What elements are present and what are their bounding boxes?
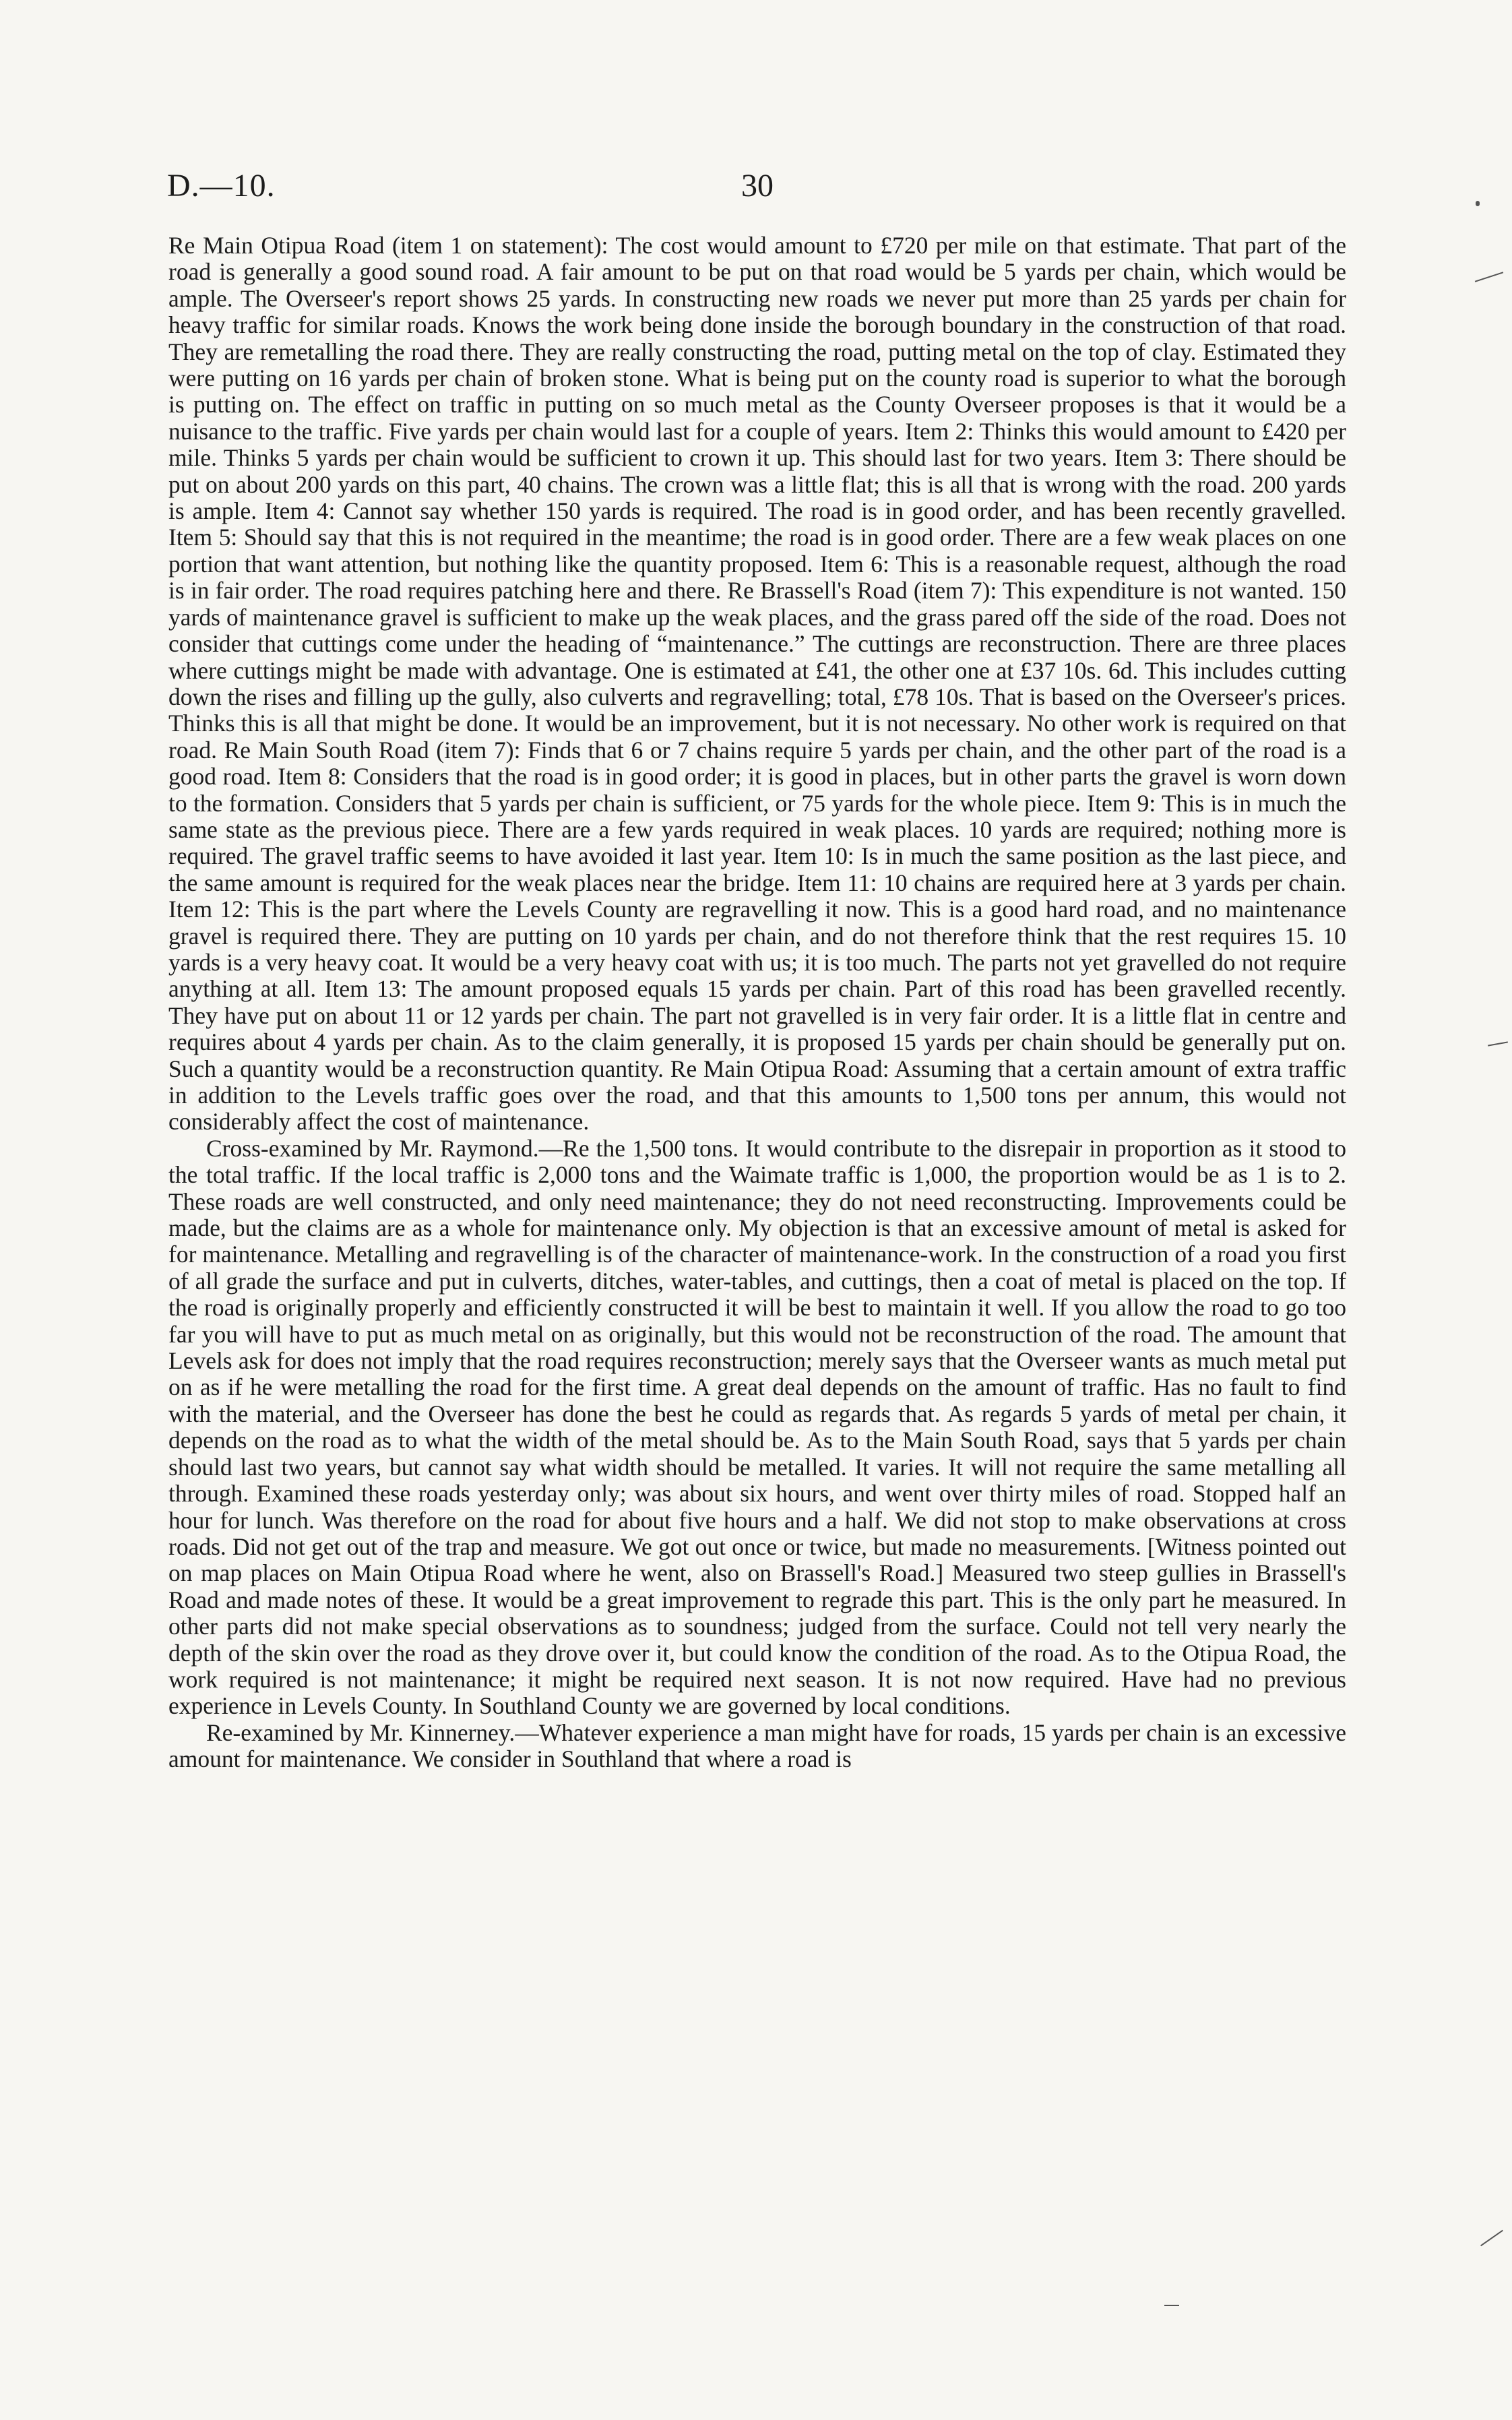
paragraph-re-examination: Re-examined by Mr. Kinnerney.—Whatever experience a man might have for roads, 15 yards per chain is an excessive amount for maintenance. We consider in Southland that where a road is [168,1718,1346,1773]
page-header [167,167,1348,210]
scan-mark [1475,272,1503,282]
document-reference: D.—10. [167,168,276,204]
body-text [168,232,1346,1773]
scan-mark [1476,201,1480,206]
page-number: 30 [741,168,774,204]
scan-mark [1480,2230,1503,2247]
paragraph-testimony: Re Main Otipua Road (item 1 on statement): The cost would amount to £720 per mile on that estimate. That part of the road is generally a good sound road. A fair amount to be put on that road would be 5 yards per chain, which would be ample. The Overseer's report shows 25 yards. In constructing new roads we never put more than 25 yards per chain for heavy traffic for similar roads. Knows the work being done inside the borough boundary in the construction of that road. They are remetalling the road there. They are really constructing the road, putting metal on the top of clay. Estimated they were putting on 16 yards per chain of broken stone. What is being put on the county road is superior to what the borough is putting on. The effect on traffic in putting on so much metal as the County Overseer proposes is that it would be a nuisance to the traffic. Five yards per chain would last for a couple of years. Item 2: Thinks this would amount to £420 per mile. Thinks 5 yards per chain would be sufficient to crown it up. This should last for two years. Item 3: There should be put on about 200 yards on this part, 40 chains. The crown was a little flat; this is all that is wrong with the road. 200 yards is ample. Item 4: Cannot say whether 150 yards is required. The road is in good order, and has been recently gravelled. Item 5: Should say that this is not required in the meantime; the road is in good order. There are a few weak places on one portion that want attention, but nothing like the quantity proposed. Item 6: This is a reasonable request, although the road is in fair order. The road requires patching here and there. Re Brassell's Road (item 7): This expenditure is not wanted. 150 yards of maintenance gravel is sufficient to make up the weak places, and the grass pared off the side of the road. Does not consider that cuttings come under the heading of “maintenance.” The cuttings are reconstruction. There are three places where cuttings might be made with advantage. One is estimated at £41, the other one at £37 10s. 6d. This includes cutting down the rises and filling up the gully, also culverts and regravelling; total, £78 10s. That is based on the Overseer's prices. Thinks this is all that might be done. It would be an improvement, but it is not necessary. No other work is required on that road. Re Main South Road (item 7): Finds that 6 or 7 chains require 5 yards per chain, and the other part of the road is a good road. Item 8: Considers that the road is in good order; it is good in places, but in other parts the gravel is worn down to the formation. Considers that 5 yards per chain is sufficient, or 75 yards for the whole piece. Item 9: This is in much the same state as the previous piece. There are a few yards required in weak places. 10 yards are required; nothing more is required. The gravel traffic seems to have avoided it last year. Item 10: Is in much the same position as the last piece, and the same amount is required for the weak places near the bridge. Item 11: 10 chains are required here at 3 yards per chain. Item 12: This is the part where the Levels County are regravelling it now. This is a good hard road, and no maintenance gravel is required there. They are putting on 10 yards per chain, and do not therefore think that the rest requires 15. 10 yards is a very heavy coat. It would be a very heavy coat with us; it is too much. The parts not yet gravelled do not require anything at all. Item 13: The amount proposed equals 15 yards per chain. Part of this road has been gravelled recently. They have put on about 11 or 12 yards per chain. The part not gravelled is in very fair order. It is a little flat in centre and requires about 4 yards per chain. As to the claim generally, it is proposed 15 yards per chain should be generally put on. Such a quantity would be a reconstruction quantity. Re Main Otipua Road: Assuming that a certain amount of extra traffic in addition to the Levels traffic goes over the road, and that this amounts to 1,500 tons per annum, this would not considerably affect the cost of maintenance. [168,232,1346,1136]
scan-mark [1488,1041,1508,1046]
scan-mark [1164,2305,1179,2306]
paragraph-cross-examination: Cross-examined by Mr. Raymond.—Re the 1,500 tons. It would contribute to the disrepair in proportion as it stood to the total traffic. If the local traffic is 2,000 tons and the Waimate traffic is 1,000, the proportion would be as 1 is to 2. These roads are well constructed, and only need maintenance; they do not need reconstructing. Improvements could be made, but the claims are as a whole for maintenance only. My objection is that an excessive amount of metal is asked for for maintenance. Metalling and regravelling is of the character of maintenance-work. In the construction of a road you first of all grade the surface and put in culverts, ditches, water-tables, and cuttings, then a coat of metal is placed on the top. If the road is originally properly and efficiently constructed it will be best to maintain it well. If you allow the road to go too far you will have to put as much metal on as originally, but this would not be reconstruction of the road. The amount that Levels ask for does not imply that the road requires reconstruction; merely says that the Overseer wants as much metal put on as if he were metalling the road for the first time. A great deal depends on the amount of traffic. Has no fault to find with the material, and the Overseer has done the best he could as regards that. As regards 5 yards of metal per chain, it depends on the road as to what the width of the metal should be. As to the Main South Road, says that 5 yards per chain should last two years, but cannot say what width should be metalled. It varies. It will not require the same metalling all through. Examined these roads yesterday only; was about six hours, and went over thirty miles of road. Stopped half an hour for lunch. Was therefore on the road for about five hours and a half. We did not stop to make observations at cross roads. Did not get out of the trap and measure. We got out once or twice, but made no measurements. [Witness pointed out on map places on Main Otipua Road where he went, also on Brassell's Road.] Measured two steep gullies in Brassell's Road and made notes of these. It would be a great improvement to regrade this part. This is the only part he measured. In other parts did not make special observations as to soundness; judged from the surface. Could not tell very nearly the depth of the skin over the road as they drove over it, but could know the condition of the road. As to the Otipua Road, the work required is not maintenance; it might be required next season. It is not now required. Have had no previous experience in Levels County. In Southland County we are governed by local conditions. [168,1134,1346,1720]
